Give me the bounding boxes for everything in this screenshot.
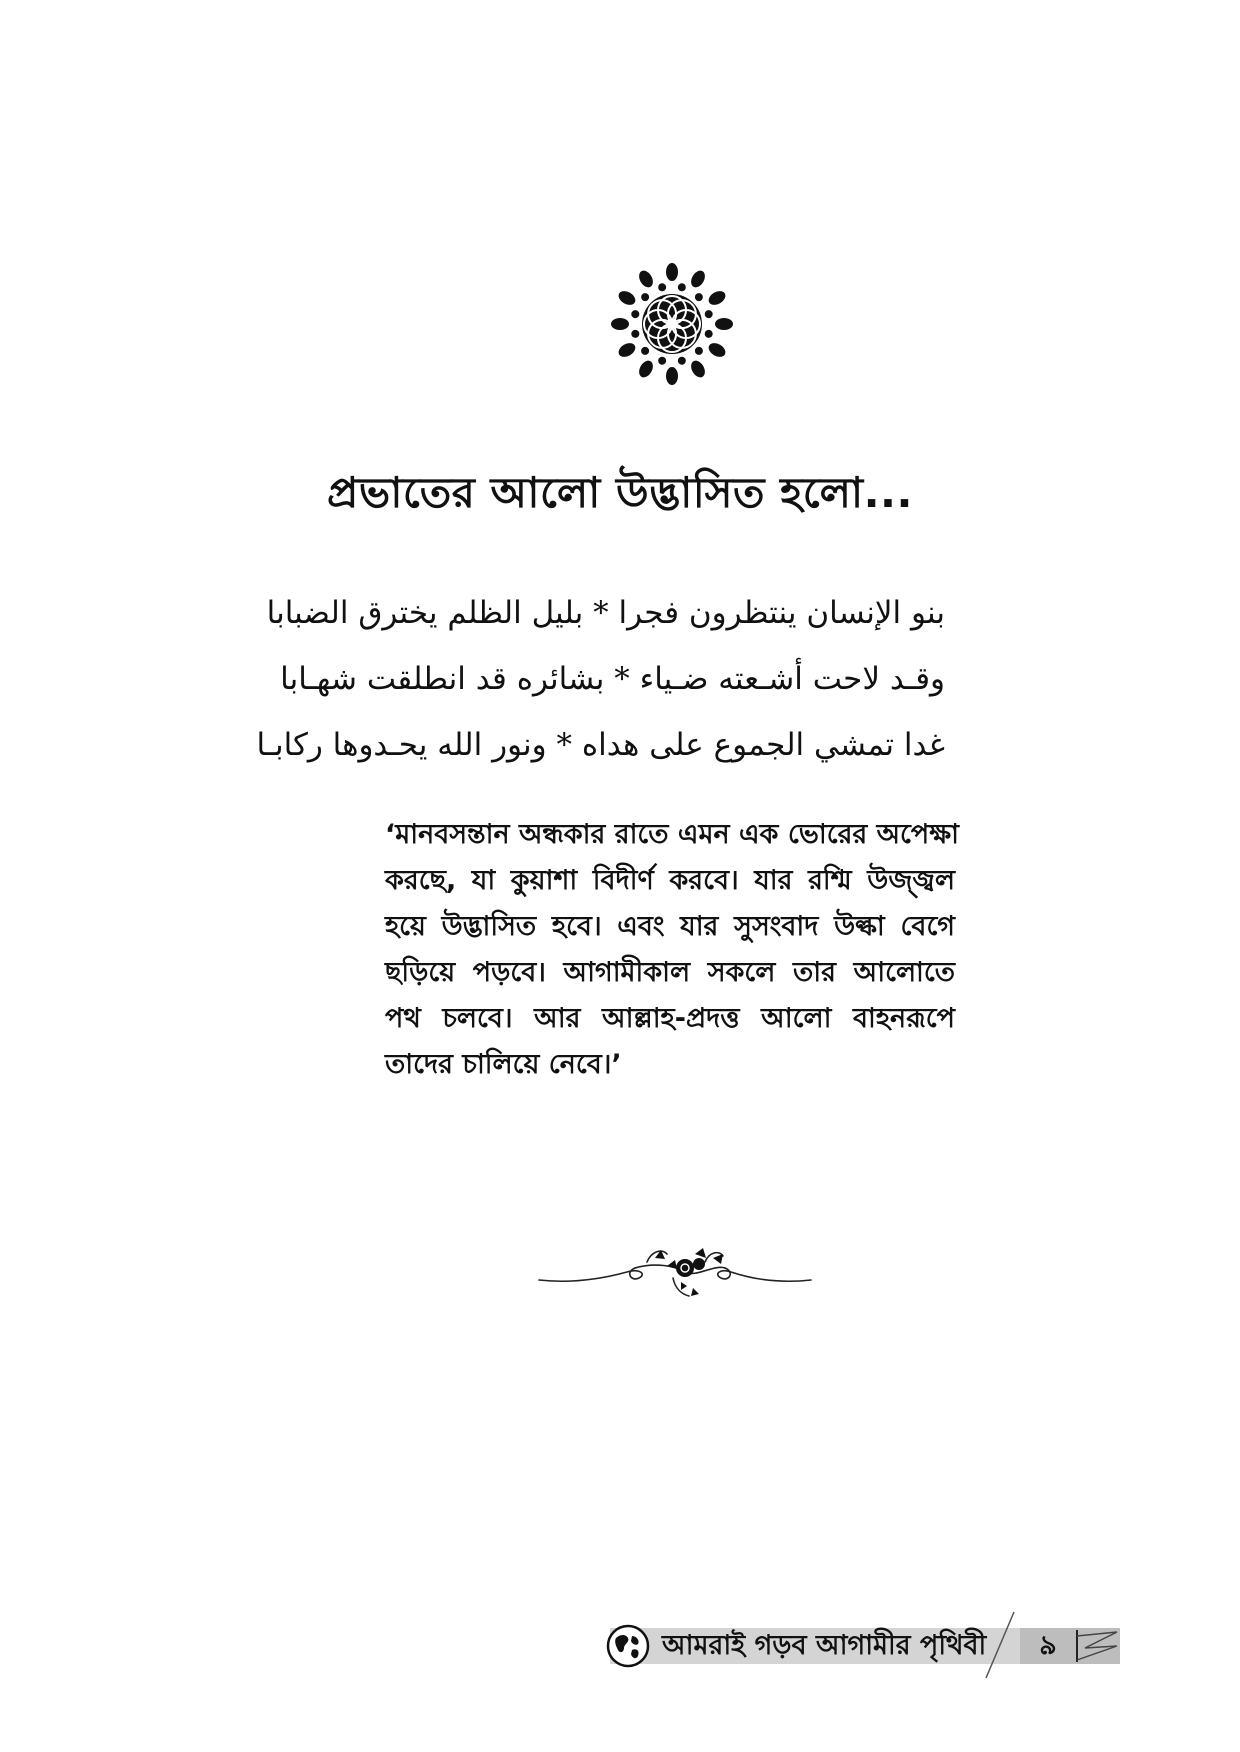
rosette-ornament-icon <box>610 262 734 386</box>
translation-line: ছড়িয়ে পড়বে। আগামীকাল সকলে তার আলোতে <box>385 957 955 988</box>
translation-line: তাদের চালিয়ে নেবে।’ <box>385 1049 622 1080</box>
poem-line: غدا تمشي الجموع على هداه * ونور الله يحـدوها ركابـا <box>256 727 945 763</box>
footer-divider-line <box>980 1610 1020 1680</box>
chapter-title: প্রভাতের আলো উদ্ভাসিত হলো... <box>327 468 913 517</box>
poem-line: وقـد لاحت أشـعته ضـياء * بشائره قد انطلقت شهـابا <box>280 661 945 697</box>
translation-line: ‘মানবসন্তান অন্ধকার রাতে এমন এক ভোরের অপেক্ষা <box>385 819 959 850</box>
translation-paragraph <box>385 812 959 1088</box>
page-number: ৯ <box>1039 1630 1057 1661</box>
translation-line: পথ চলবে। আর আল্লাহ-প্রদত্ত আলো বাহনরূপে <box>385 1003 955 1034</box>
corner-fold-icon <box>1075 1626 1119 1666</box>
page-footer <box>600 1610 1120 1680</box>
globe-icon <box>606 1624 650 1668</box>
translation-line: হয়ে উদ্ভাসিত হবে। এবং যার সুসংবাদ উল্কা বেগে <box>385 911 955 942</box>
translation-line: করছে, যা কুয়াশা বিদীর্ণ করবে। যার রশ্মি উজ্জ্বল <box>385 865 955 896</box>
floral-divider-icon <box>535 1238 815 1300</box>
running-book-title: আমরাই গড়ব আগামীর পৃথিবী <box>662 1630 987 1661</box>
poem-line: بنو الإنسان ينتظرون فجرا * بليل الظلم يخترق الضبابا <box>266 595 945 631</box>
arabic-poem <box>256 580 945 778</box>
